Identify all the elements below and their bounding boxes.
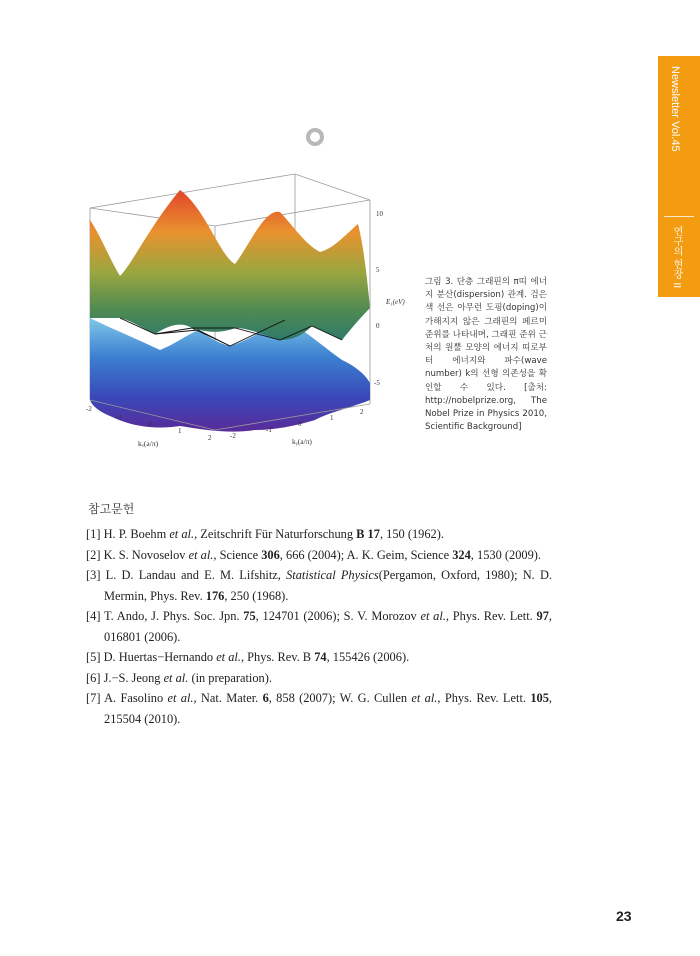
x-axis-label: kₓ(a/π)	[138, 439, 159, 448]
z-tick-10: 10	[376, 210, 383, 218]
x-tick: 1	[178, 427, 182, 435]
reference-item: [2] K. S. Novoselov et al., Science 306, 666 (2004); A. K. Geim, Science 324, 1530 (2009).	[86, 547, 542, 562]
newsletter-label: Newsletter Vol.45	[669, 66, 681, 152]
y-tick: 0	[298, 420, 302, 428]
page-number: 23	[616, 908, 632, 924]
section-side-tab	[658, 56, 700, 297]
x-tick: -1	[116, 413, 122, 421]
reference-item: [3] L. D. Landau and E. M. Lifshitz, Statistical Physics(Pergamon, Oxford, 1980); N. D. Mermin, Phys. Rev. 176, 250 (1968).	[86, 568, 552, 603]
y-tick: -1	[266, 426, 272, 434]
z-tick-5: 5	[376, 266, 380, 274]
y-axis-label: kᵧ(a/π)	[292, 437, 312, 446]
ring-icon	[305, 127, 325, 147]
x-tick: 2	[208, 434, 212, 442]
z-axis-label: E₁(eV)	[386, 298, 405, 306]
tab-divider	[664, 216, 694, 217]
y-tick: -2	[230, 432, 236, 440]
z-tick-minus-5: -5	[374, 379, 380, 387]
references-title: 참고문헌	[88, 502, 135, 516]
reference-item: [7] A. Fasolino et al., Nat. Mater. 6, 858 (2007); W. G. Cullen et al., Phys. Rev. Lett. 105, 215504 (2010).	[86, 691, 553, 726]
reference-item: [6] J.−S. Jeong et al. (in preparation).	[86, 670, 272, 685]
reference-item: [4] T. Ando, J. Phys. Soc. Jpn. 75, 124701 (2006); S. V. Morozov et al., Phys. Rev. Lett. 97, 016801 (2006).	[86, 609, 552, 644]
conduction-band-surface	[90, 190, 370, 340]
reference-item: [1] H. P. Boehm et al., Zeitschrift Für Naturforschung B 17, 150 (1962).	[86, 527, 444, 541]
band-structure-figure	[80, 168, 426, 454]
reference-item: [5] D. Huertas−Hernando et al., Phys. Rev. B 74, 155426 (2006).	[86, 650, 410, 664]
y-tick: 2	[360, 408, 364, 416]
figure-caption: 그림 3. 단층 그래핀의 π띠 에너지 분산(dispersion) 관계. 검은색 선은 아무런 도핑(doping)이 가해지지 않은 그래핀의 페르미 준위를 나타내며, 그래핀 준위 근처의 원뿔 모양의 에너지 띠로부터 에너지와 파수(wave number) k의 선형 의존성을 확인할 수 있다. [출처: http://nobelprize.org, The Nobel Prize in Physics 2010, Scientific Background]	[425, 277, 547, 433]
z-tick-0: 0	[376, 322, 380, 330]
x-tick: -2	[86, 405, 92, 413]
y-tick: 1	[330, 414, 334, 422]
section-label: 연구의 현장 II	[671, 226, 682, 289]
x-tick: 0	[148, 420, 152, 428]
valence-band-surface	[90, 318, 370, 432]
reference-list	[86, 524, 552, 729]
